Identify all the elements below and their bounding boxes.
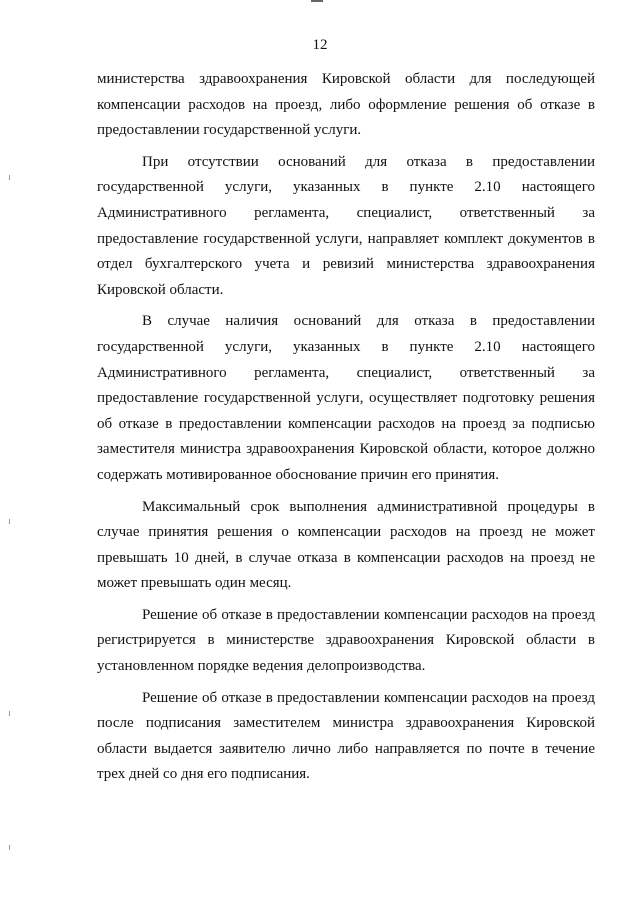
paragraph-refusal-delivery: Решение об отказе в предоставлении компенсации расходов на проезд после подписания заместителем министра здравоохранения Кировской области выдается заявителю лично либо направляется по почте в течение трех дней со дня его подписания. [97,689,595,783]
scan-margin-mark [9,845,10,850]
paragraph-refusal-registration: Решение об отказе в предоставлении компенсации расходов на проезд регистрируется в министерстве здравоохранения Кировской области в установленном порядке ведения делопроизводства. [97,606,595,675]
paragraph-continuation: министерства здравоохранения Кировской области для последующей компенсации расходов на проезд, либо оформление решения об отказе в предоставлении государственной услуги. [97,71,595,139]
scan-margin-mark [9,175,10,180]
scan-margin-mark [9,519,10,524]
paragraph-maximum-term: Максимальный срок выполнения административной процедуры в случае принятия решения о компенсации расходов на проезд не может превышать 10 дней, в случае отказа в компенсации расходов на проезд не может превышать один месяц. [97,498,595,592]
paragraph-no-grounds-for-refusal: При отсутствии оснований для отказа в предоставлении государственной услуги, указанных в пункте 2.10 настоящего Административного регламента, специалист, ответственный за предоставление государственной услуги, направляет комплект документов в отдел бухгалтерского учета и ревизий министерства здравоохранения Кировской области. [97,153,595,298]
document-body [97,67,595,794]
paragraph-grounds-for-refusal: В случае наличия оснований для отказа в предоставлении государственной услуги, указанных в пункте 2.10 настоящего Административного регламента, специалист, ответственный за предоставление государственной услуги, осуществляет подготовку решения об отказе в предоставлении компенсации расходов на проезд за подписью заместителя министра здравоохранения Кировской области, которое должно содержать мотивированное обоснование причин его принятия. [97,313,595,483]
scan-margin-mark [9,711,10,716]
scan-top-mark [311,0,323,2]
page-number: 12 [312,37,328,53]
